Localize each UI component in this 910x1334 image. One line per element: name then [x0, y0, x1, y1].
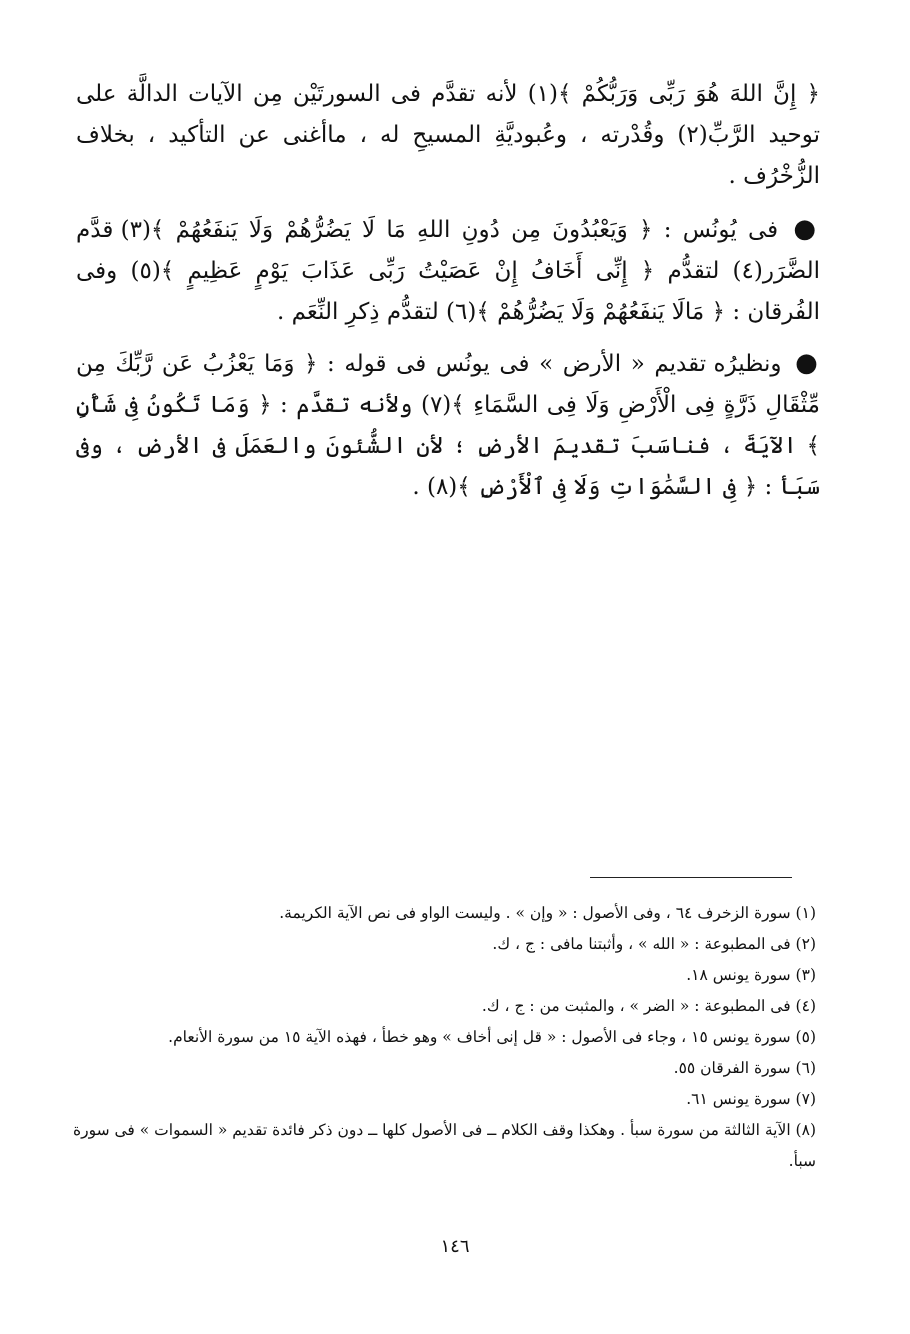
footnotes [72, 898, 816, 1177]
paragraph-3-text: ونظيرُه تقديم « الأرض » فى يونُس فى قوله : ﴿ وَمَا يَعْزُبُ عَن رَّبِّكَ مِن مِّثْقَالِ ذَرَّةٍ فِى الْأَرْضِ وَلَا فِى السَّمَاءِ ﴾(٧) ولأنه تقدَّم : ﴿ وَمَا تَكُونُ فِى شَأْنٍ ﴾ الآيَةَ ، فناسَبَ تقديمَ الأرضِ ؛ لأن الشُّئونَ والعَمَلَ فى الأرض ، وفى سَبَأ : ﴿ فِى السَّمَٰوَاتِ وَلَا فِى ٱلْأَرْضِ ﴾(٨) . [76, 351, 820, 500]
page-number: ١٤٦ [440, 1236, 470, 1257]
bullet-icon: ● [793, 214, 821, 244]
footnote-5: (٥) سورة يونس ١٥ ، وجاء فى الأصول : « قل إنى أخاف » وهو خطأ ، فهذه الآية ١٥ من سورة الأنعام. [168, 1028, 816, 1046]
footnote-divider [590, 877, 792, 878]
footnote-4: (٤) فى المطبوعة : « الضر » ، والمثبت من : ج ، ك. [481, 997, 816, 1015]
paragraph-1-text: ﴿ إِنَّ اللهَ هُوَ رَبِّى وَرَبُّكُمْ ﴾(١) لأنه تقدَّم فى السورتَيْن مِن الآيات الدالَّة على توحيد الرَّبِّ(٢) وقُدْرته ، وعُبوديَّةِ المسيحِ له ، ماأغنى عن التأكيد ، بخلاف الزُّخْرُف . [76, 81, 820, 189]
bullet-icon: ● [795, 348, 821, 378]
paragraph-2-text: فى يُونُس : ﴿ وَيَعْبُدُونَ مِن دُونِ اللهِ مَا لَا يَضُرُّهُمْ وَلَا يَنفَعُهُمْ ﴾(٣) قدَّم الضَّرَر(٤) لتقدُّم ﴿ إِنِّى أَخَافُ إِنْ عَصَيْتُ رَبِّى عَذَابَ يَوْمٍ عَظِيمٍ ﴾(٥) وفى الفُرقان : ﴿ مَالَا يَنفَعُهُمْ وَلَا يَضُرُّهُمْ ﴾(٦) لتقدُّم ذِكرِ النِّعَم . [76, 217, 820, 325]
footnote-6: (٦) سورة الفرقان ٥٥. [673, 1059, 816, 1077]
footnote-7: (٧) سورة يونس ٦١. [686, 1090, 816, 1108]
paragraph-3 [76, 343, 820, 508]
main-text [76, 74, 820, 518]
paragraph-2 [76, 209, 820, 333]
footnote-1: (١) سورة الزخرف ٦٤ ، وفى الأصول : « وإن » . وليست الواو فى نص الآية الكريمة. [279, 904, 816, 922]
footnote-8: (٨) الآية الثالثة من سورة سبأ . وهكذا وقف الكلام ــ فى الأصول كلها ــ دون ذكر فائدة تقديم « السموات » فى سورة سبأ. [72, 1121, 816, 1170]
paragraph-1 [76, 74, 820, 197]
footnote-3: (٣) سورة يونس ١٨. [686, 966, 816, 984]
footnote-2: (٢) فى المطبوعة : « الله » ، وأثبتنا مافى : ج ، ك. [492, 935, 816, 953]
